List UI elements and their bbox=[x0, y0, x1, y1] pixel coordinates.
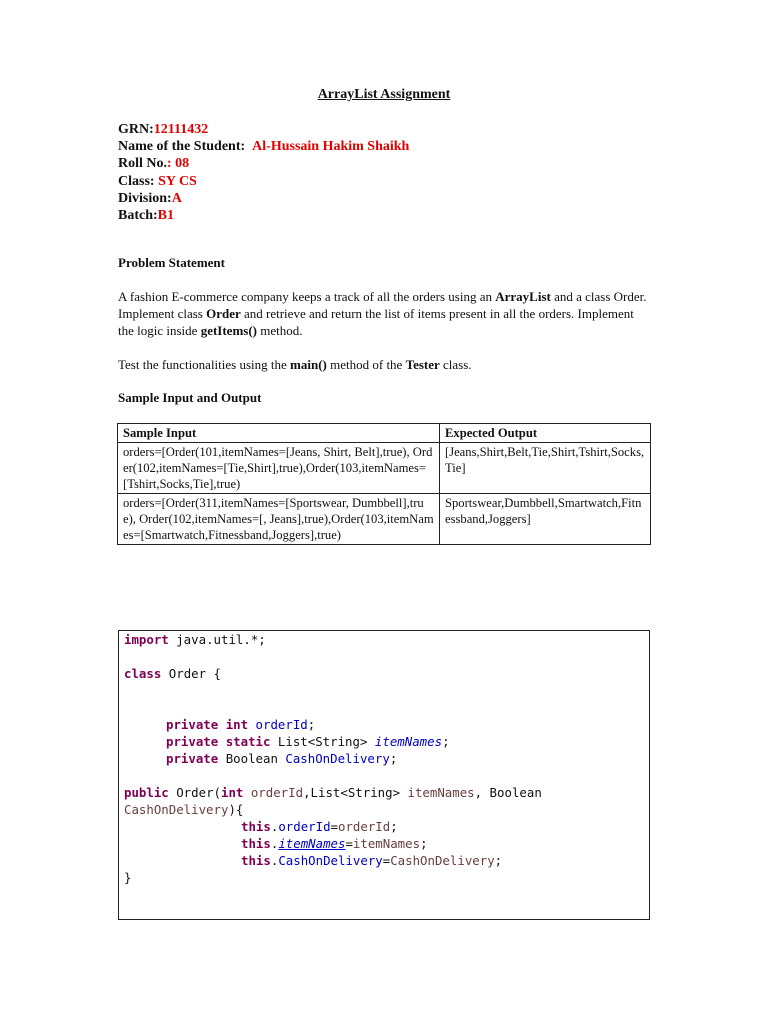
code-text: ; bbox=[307, 717, 316, 732]
code-text: Order { bbox=[161, 666, 221, 681]
code-text: ,List<String> bbox=[303, 785, 408, 800]
code-text: ; bbox=[494, 853, 503, 868]
roll-value: : 08 bbox=[167, 156, 190, 172]
code-field: itemNames bbox=[374, 734, 443, 749]
test-text: Test the functionalities using the bbox=[118, 357, 291, 372]
page-title: ArrayList Assignment bbox=[317, 87, 451, 102]
test-keyword: Tester bbox=[405, 357, 440, 372]
problem-heading: Problem Statement bbox=[118, 255, 225, 270]
problem-text: method. bbox=[257, 323, 303, 338]
code-text: = bbox=[345, 836, 353, 851]
code-field: itemNames bbox=[278, 836, 346, 851]
code-keyword: this bbox=[241, 819, 271, 834]
code-line bbox=[124, 632, 266, 647]
code-text: } bbox=[124, 870, 132, 885]
code-keyword: static bbox=[225, 734, 271, 749]
code-text: . bbox=[270, 853, 279, 868]
student-name-value: Al-Hussain Hakim Shaikh bbox=[252, 139, 410, 155]
code-text: = bbox=[330, 819, 338, 834]
code-line bbox=[241, 836, 428, 851]
roll-row bbox=[118, 155, 409, 172]
code-text: List<String> bbox=[277, 734, 368, 749]
code-text: , Boolean bbox=[474, 785, 542, 800]
code-text: . bbox=[270, 819, 279, 834]
code-param: itemNames bbox=[407, 785, 475, 800]
code-line bbox=[124, 785, 542, 800]
code-text: Order( bbox=[168, 785, 221, 800]
problem-text: and retrieve and return the list of items present in all the orders. Implement the logic inside bbox=[118, 306, 634, 338]
code-param: CashOnDelivery bbox=[124, 802, 229, 817]
code-keyword: this bbox=[241, 853, 271, 868]
expected-output-cell: [Jeans,Shirt,Belt,Tie,Shirt,Tshirt,Socks,Tie] bbox=[440, 443, 651, 494]
code-keyword: this bbox=[241, 836, 271, 851]
sample-input-cell: orders=[Order(311,itemNames=[Sportswear, Dumbbell],true), Order(102,itemNames=[, Jeans],true),Order(103,itemNames=[Smartwatch,Fitnessband,Joggers],true) bbox=[118, 494, 440, 545]
code-keyword: private bbox=[166, 734, 219, 749]
test-text: method of the bbox=[326, 357, 406, 372]
code-line bbox=[124, 666, 221, 681]
code-line bbox=[124, 802, 243, 817]
test-keyword: main() bbox=[290, 357, 327, 372]
table-header-row bbox=[118, 424, 651, 443]
code-text: ){ bbox=[228, 802, 244, 817]
problem-keyword: Order bbox=[206, 306, 241, 321]
roll-label: Roll No. bbox=[118, 156, 167, 172]
sample-heading: Sample Input and Output bbox=[118, 390, 262, 405]
code-field: CashOnDelivery bbox=[278, 853, 383, 868]
division-label: Division: bbox=[118, 190, 172, 206]
code-text: ; bbox=[420, 836, 428, 851]
grn-row bbox=[118, 121, 409, 138]
code-text: java.util.*; bbox=[168, 632, 266, 647]
code-keyword: public bbox=[124, 785, 169, 800]
division-value: A bbox=[171, 190, 182, 206]
sample-input-cell: orders=[Order(101,itemNames=[Jeans, Shirt, Belt],true), Order(102,itemNames=[Tie,Shirt],true),Order(103,itemNames=[Tshirt,Socks,Tie],true) bbox=[118, 443, 440, 494]
class-label: Class: bbox=[118, 173, 155, 189]
code-text: ; bbox=[389, 751, 398, 766]
grn-label: GRN: bbox=[118, 122, 154, 137]
sample-io-table bbox=[117, 423, 651, 545]
expected-output-cell: Sportswear,Dumbbell,Smartwatch,Fitnessband,Joggers] bbox=[440, 494, 651, 545]
code-line bbox=[166, 751, 397, 766]
code-box bbox=[118, 630, 650, 920]
code-line bbox=[124, 870, 131, 885]
code-field: orderId bbox=[278, 819, 331, 834]
code-text: ; bbox=[442, 734, 450, 749]
code-line bbox=[241, 819, 398, 834]
student-name-row bbox=[118, 138, 409, 155]
problem-paragraph bbox=[118, 288, 648, 339]
code-param: orderId bbox=[338, 819, 391, 834]
code-line bbox=[166, 734, 450, 749]
test-paragraph bbox=[118, 356, 648, 373]
code-keyword: private bbox=[166, 717, 219, 732]
code-text: . bbox=[270, 836, 279, 851]
division-row bbox=[118, 190, 409, 207]
code-keyword: int bbox=[220, 785, 244, 800]
code-param: itemNames bbox=[352, 836, 421, 851]
code-text: Boolean bbox=[225, 751, 278, 766]
col-header-output: Expected Output bbox=[440, 424, 651, 443]
code-text: = bbox=[382, 853, 391, 868]
code-field: CashOnDelivery bbox=[285, 751, 390, 766]
problem-keyword: getItems() bbox=[200, 323, 257, 338]
student-info bbox=[118, 121, 409, 224]
col-header-input: Sample Input bbox=[118, 424, 440, 443]
code-text: ; bbox=[390, 819, 398, 834]
code-keyword: class bbox=[124, 666, 162, 681]
class-value: SY CS bbox=[158, 173, 197, 189]
batch-row bbox=[118, 207, 409, 224]
code-keyword: import bbox=[124, 632, 169, 647]
table-row bbox=[118, 494, 651, 545]
code-line bbox=[166, 717, 315, 732]
code-keyword: private bbox=[166, 751, 219, 766]
code-param: CashOnDelivery bbox=[390, 853, 495, 868]
batch-value: B1 bbox=[157, 208, 175, 224]
student-name-label: Name of the Student: bbox=[118, 139, 246, 155]
code-param: orderId bbox=[250, 785, 304, 800]
code-keyword: int bbox=[225, 717, 249, 732]
problem-text: A fashion E-commerce company keeps a track of all the orders using an bbox=[118, 289, 496, 304]
test-text: class. bbox=[439, 357, 472, 372]
batch-label: Batch: bbox=[118, 208, 158, 224]
problem-text: and a class Order. Implement class bbox=[118, 289, 647, 321]
code-line bbox=[241, 853, 502, 868]
grn-value: 12111432 bbox=[153, 122, 209, 137]
code-field: orderId bbox=[255, 717, 308, 732]
problem-keyword: ArrayList bbox=[495, 289, 551, 304]
table-row bbox=[118, 443, 651, 494]
class-row bbox=[118, 173, 409, 190]
